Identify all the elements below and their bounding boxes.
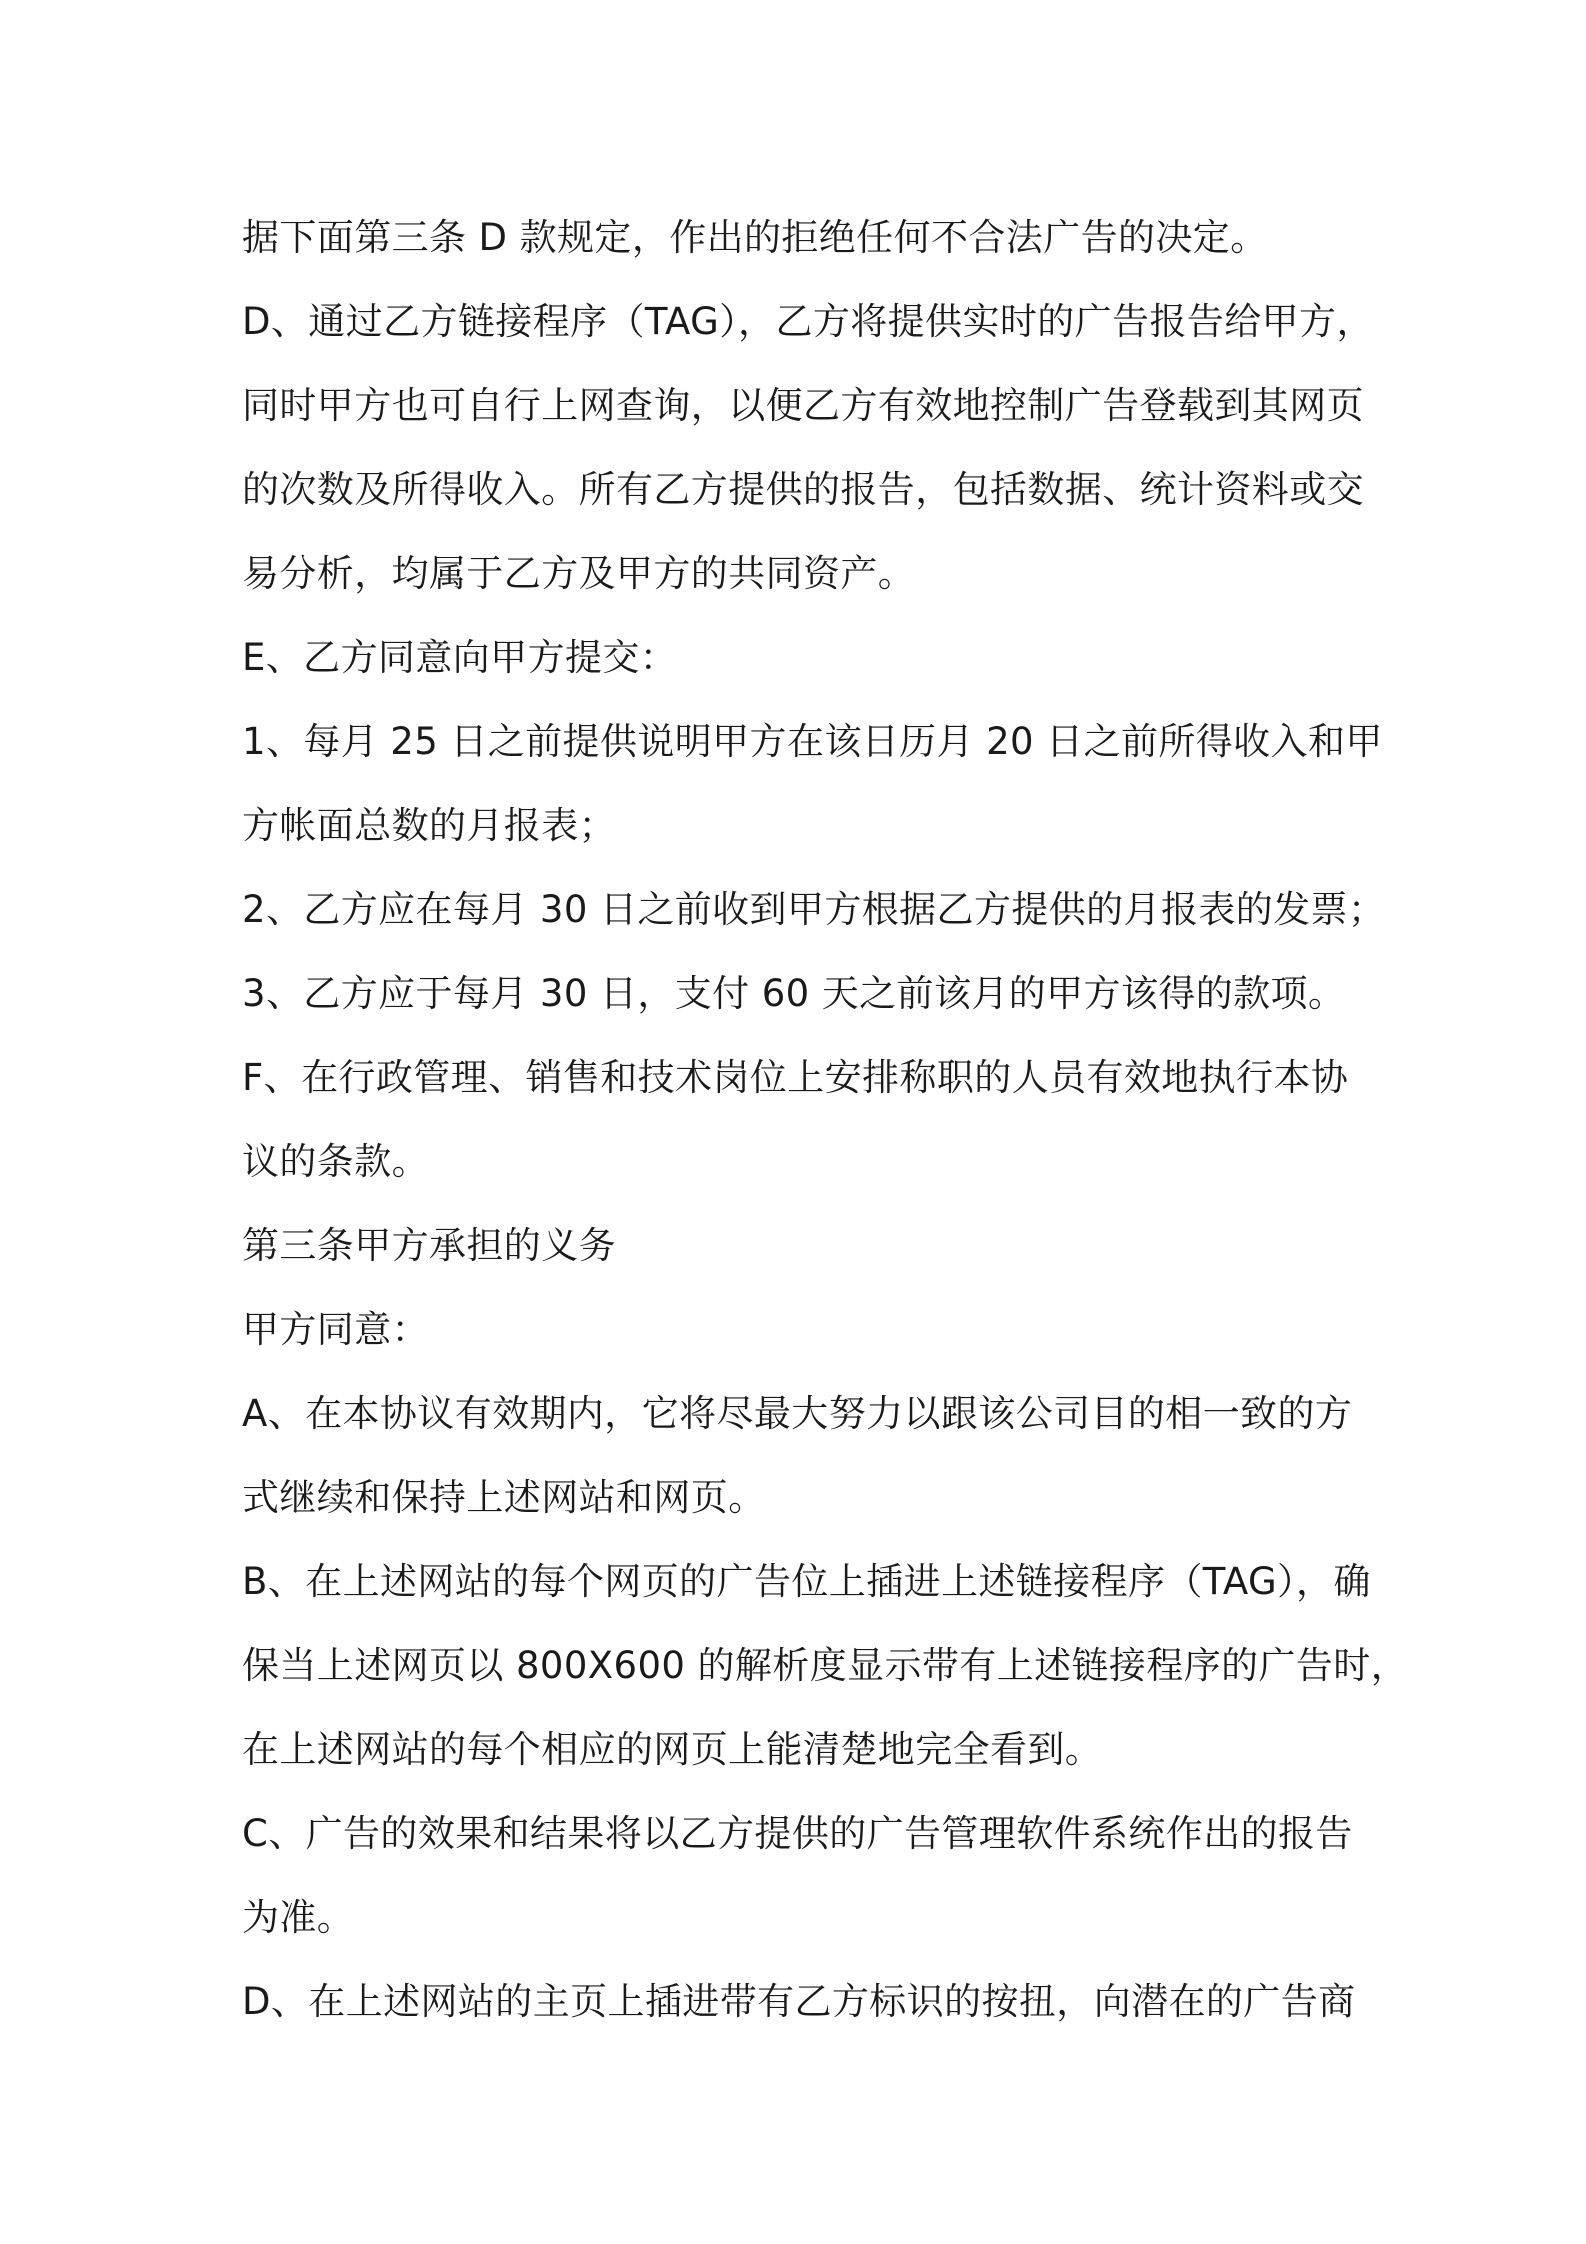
paragraph-line: F、在行政管理、销售和技术岗位上安排称职的人员有效地执行本协 bbox=[242, 1056, 1349, 1099]
paragraph-line: 1、每月 25 日之前提供说明甲方在该日历月 20 日之前所得收入和甲 bbox=[242, 720, 1383, 763]
paragraph-line: 方帐面总数的月报表； bbox=[242, 804, 616, 847]
paragraph-line: C、广告的效果和结果将以乙方提供的广告管理软件系统作出的报告 bbox=[242, 1812, 1353, 1855]
paragraph-line: 式继续和保持上述网站和网页。 bbox=[242, 1476, 766, 1519]
paragraph-line: D、在上述网站的主页上插进带有乙方标识的按扭，向潜在的广告商 bbox=[242, 1980, 1356, 2023]
paragraph-line: B、在上述网站的每个网页的广告位上插进上述链接程序（TAG），确 bbox=[242, 1560, 1371, 1603]
paragraph-line: 同时甲方也可自行上网查询，以便乙方有效地控制广告登载到其网页 bbox=[242, 384, 1364, 427]
paragraph-line: 据下面第三条 D 款规定，作出的拒绝任何不合法广告的决定。 bbox=[242, 216, 1268, 259]
paragraph-line: 的次数及所得收入。所有乙方提供的报告，包括数据、统计资料或交 bbox=[242, 468, 1364, 511]
paragraph-line: 甲方同意： bbox=[242, 1308, 429, 1351]
paragraph-line: 3、乙方应于每月 30 日，支付 60 天之前该月的甲方该得的款项。 bbox=[242, 972, 1346, 1015]
paragraph-line: 在上述网站的每个相应的网页上能清楚地完全看到。 bbox=[242, 1728, 1103, 1771]
document-body bbox=[242, 196, 1409, 2044]
paragraph-line: E、乙方同意向甲方提交： bbox=[242, 636, 678, 679]
paragraph-line: 保当上述网页以 800X600 的解析度显示带有上述链接程序的广告时， bbox=[242, 1644, 1409, 1687]
paragraph-line: 为准。 bbox=[242, 1896, 355, 1939]
paragraph-line: 议的条款。 bbox=[242, 1140, 429, 1183]
paragraph-line: 2、乙方应在每月 30 日之前收到甲方根据乙方提供的月报表的发票； bbox=[242, 888, 1386, 931]
section-heading: 第三条甲方承担的义务 bbox=[242, 1224, 616, 1267]
paragraph-line: 易分析，均属于乙方及甲方的共同资产。 bbox=[242, 552, 916, 595]
paragraph-line: A、在本协议有效期内，它将尽最大努力以跟该公司目的相一致的方 bbox=[242, 1392, 1353, 1435]
paragraph-line: D、通过乙方链接程序（TAG），乙方将提供实时的广告报告给甲方， bbox=[242, 300, 1374, 343]
